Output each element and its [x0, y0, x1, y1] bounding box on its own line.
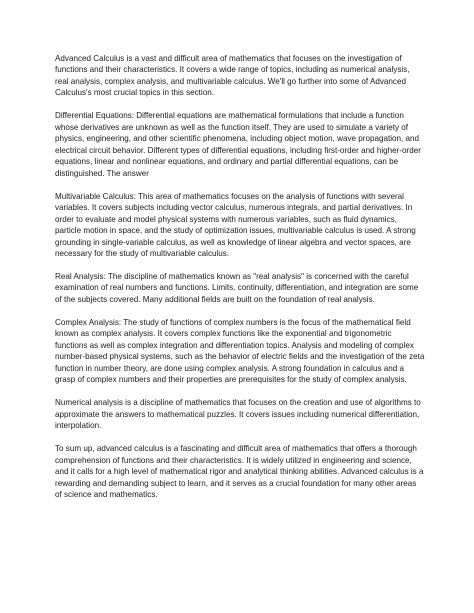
document-page: [55, 53, 425, 512]
multivariable-calculus-paragraph: Multivariable Calculus: This area of mathematics focuses on the analysis of functions with several variables. It covers subjects including vector calculus, numerous integrals, and partial derivatives. In order to evaluate and model physical systems with numerous variables, such as fluid dynamics, particle motion in space, and the study of optimization issues, multivariable calculus is used. A strong grounding in single-variable calculus, as well as knowledge of linear algebra and vector spaces, are necessary for the study of multivariable calculus.: [55, 191, 416, 258]
conclusion-paragraph: To sum up, advanced calculus is a fascinating and difficult area of mathematics that offers a thorough comprehension of functions and their characteristics. It is widely utilized in engineering and science, and it calls for a high level of mathematical rigor and analytical thinking abilities. Advanced calculus is a rewarding and demanding subject to learn, and it serves as a crucial foundation for many other areas of science and mathematics.: [55, 444, 424, 500]
intro-paragraph: Advanced Calculus is a vast and difficult area of mathematics that focuses on the investigation of functions and their characteristics. It covers a wide range of topics, including as numerical analysis, real analysis, complex analysis, and multivariable calculus. We'll go further into some of Advanced Calculus's most crucial topics in this section.: [55, 54, 410, 98]
numerical-analysis-paragraph: Numerical analysis is a discipline of mathematics that focuses on the creation and use of algorithms to approximate the answers to mathematical puzzles. It covers issues including numerical differentiation, interpolation.: [55, 398, 421, 431]
differential-equations-paragraph: Differential Equations: Differential equations are mathematical formulations that include a function whose derivatives are unknown as well as the function itself. They are used to simulate a variety of physics, engineering, and other scientific phenomena, including object motion, wave propagation, and electrical circuit behavior. Different types of differential equations, including first-order and higher-order equations, linear and nonlinear equations, and ordinary and partial differential equations, can be distinguished. The answer: [55, 111, 421, 178]
complex-analysis-paragraph: Complex Analysis: The study of functions of complex numbers is the focus of the mathematical field known as complex analysis. It covers complex functions like the exponential and trigonometric functions as well as complex integration and differentiation topics. Analysis and modeling of complex number-based physical systems, such as the behavior of electric fields and the investigation of the zeta function in number theory, are done using complex analysis. A strong foundation in calculus and a grasp of complex numbers and their properties are prerequisites for the study of complex analysis.: [55, 317, 425, 385]
real-analysis-paragraph: Real Analysis: The discipline of mathematics known as "real analysis" is concerned with the careful examination of real numbers and functions. Limits, continuity, differentiation, and integration are some of the subjects covered. Many additional fields are built on the foundation of real analysis.: [55, 272, 419, 304]
